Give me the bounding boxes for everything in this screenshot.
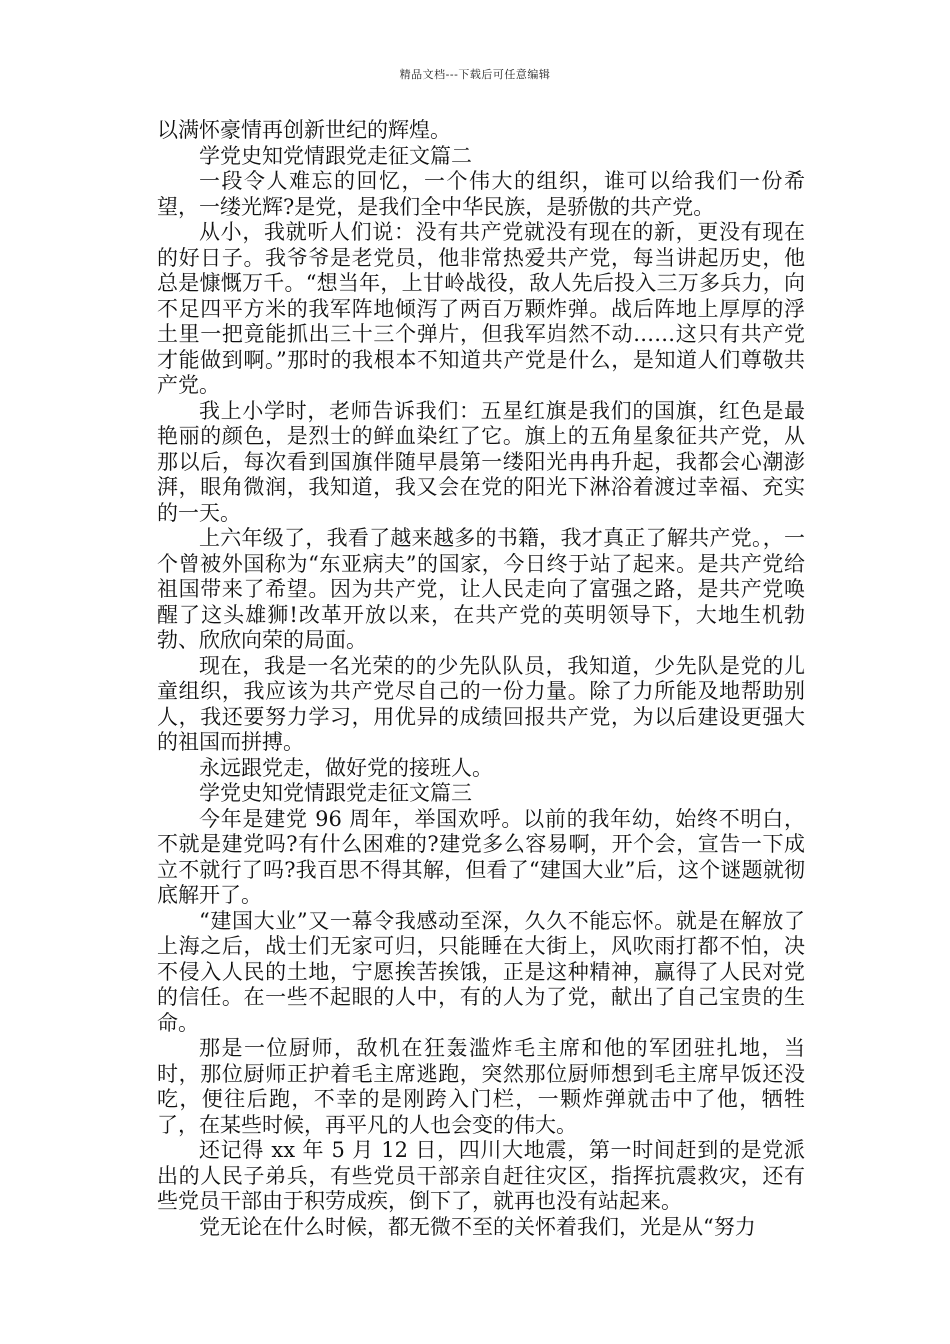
paragraph: 现在，我是一名光荣的的少先队队员，我知道，少先队是党的儿童组织，我应该为共产党尽自己的一份力量。除了力所能及地帮助别人，我还要努力学习，用优异的成绩回报共产党，为以后建设更强大的祖国而拼搏。: [157, 653, 805, 754]
paragraph: 那是一位厨师，敌机在狂轰滥炸毛主席和他的军团驻扎地，当时，那位厨师正护着毛主席逃跑，突然那位厨师想到毛主席早饭还没吃，便往后跑，不幸的是刚跨入门栏，一颗炸弹就击中了他，牺牲了，在某些时候，再平凡的人也会变的伟大。: [157, 1036, 805, 1137]
section-heading: 学党史知党情跟党走征文篇三: [199, 781, 472, 805]
paragraph: 一段令人难忘的回忆，一个伟大的组织，谁可以给我们一份希望，一缕光辉?是党，是我们全中华民族，是骄傲的共产党。: [157, 169, 805, 219]
page-header: 精品文档---下载后可任意编辑: [399, 68, 551, 81]
section-heading: 学党史知党情跟党走征文篇二: [199, 143, 472, 168]
paragraph: 今年是建党 96 周年，举国欢呼。以前的我年幼，始终不明白，不就是建党吗?有什么困难的?建党多么容易啊，开个会，宣告一下成立不就行了吗?我百思不得其解，但看了“建国大业”后，这个谜题就彻底解开了。: [157, 806, 805, 907]
paragraph: 我上小学时，老师告诉我们：五星红旗是我们的国旗，红色是最艳丽的颜色，是烈士的鲜血染红了它。旗上的五角星象征共产党，从那以后，每次看到国旗伴随早晨第一缕阳光冉冉升起，我都会心潮澎湃，眼角微润，我知道，我又会在党的阳光下淋浴着渡过幸福、充实的一天。: [157, 398, 805, 525]
paragraph: 从小，我就听人们说：没有共产党就没有现在的新，更没有现在的好日子。我爷爷是老党员，他非常热爱共产党，每当讲起历史，他总是慷慨万千。“想当年，上甘岭战役，敌人先后投入三万多兵力，向不足四平方米的我军阵地倾泻了两百万颗炸弹。战后阵地上厚厚的浮土里一把竟能抓出三十三个弹片，但我军岿然不动……这只有共产党才能做到啊。”那时的我根本不知道共产党是什么，是知道人们尊敬共产党。: [157, 220, 805, 397]
paragraph: 党无论在什么时候，都无微不至的关怀着我们，光是从“努力: [199, 1214, 756, 1239]
paragraph: 上六年级了，我看了越来越多的书籍，我才真正了解共产党。，一个曾被外国称为“东亚病夫”的国家，今日终于站了起来。是共产党给祖国带来了希望。因为共产党，让人民走向了富强之路，是共产党唤醒了这头雄狮!改革开放以来，在共产党的英明领导下，大地生机勃勃、欣欣向荣的局面。: [157, 526, 805, 652]
paragraph: “建国大业”又一幕令我感动至深，久久不能忘怀。就是在解放了上海之后，战士们无家可归，只能睡在大街上，风吹雨打都不怕，决不侵入人民的土地，宁愿挨苦挨饿，正是这种精神，赢得了人民对党的信任。在一些不起眼的人中，有的人为了党，献出了自己宝贵的生命。: [157, 908, 805, 1035]
paragraph: 还记得 xx 年 5 月 12 日，四川大地震，第一时间赶到的是党派出的人民子弟兵，有些党员干部亲自赶往灾区，指挥抗震救灾，还有些党员干部由于积劳成疾，倒下了，就再也没有站起来。: [157, 1138, 805, 1213]
paragraph: 以满怀豪情再创新世纪的辉煌。: [157, 118, 451, 142]
document-body: [157, 118, 805, 1240]
paragraph: 永远跟党走，做好党的接班人。: [199, 755, 493, 780]
